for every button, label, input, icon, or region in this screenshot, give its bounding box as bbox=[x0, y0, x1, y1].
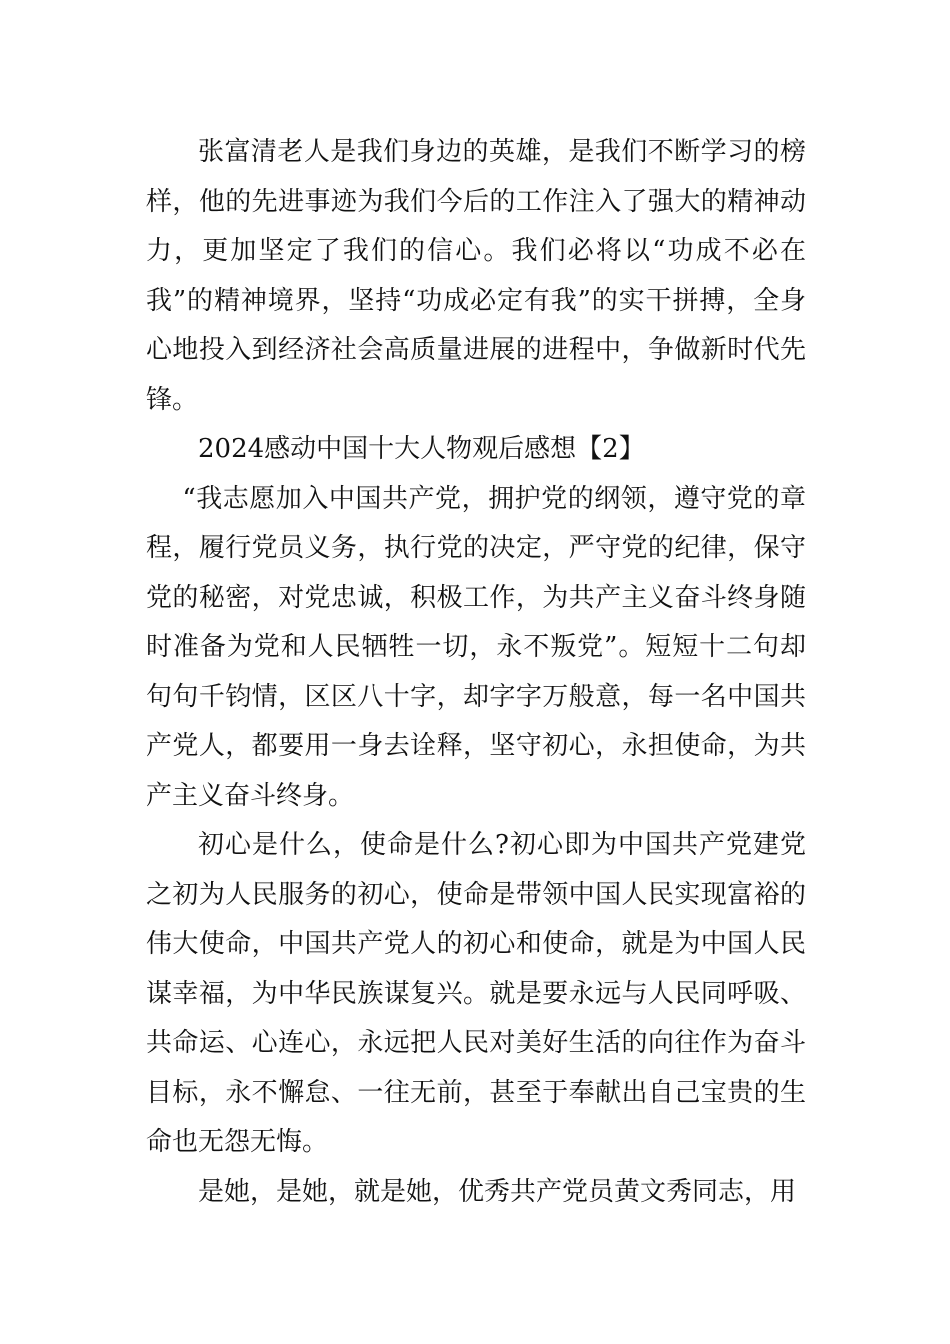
section-heading: 2024感动中国十大人物观后感想【2】 bbox=[198, 434, 645, 464]
paragraph-party-oath: “我志愿加入中国共产党，拥护党的纲领，遵守党的章程，履行党员义务，执行党的决定，严守党的纪律，保守党的秘密，对党忠诚，积极工作，为共产主义奋斗终身随时准备为党和人民牺牲一切，永不叛党”。短短十二句却句句千钧情，区区八十字，却字字万般意，每一名中国共产党人，都要用一身去诠释，坚守初心，永担使命，为共产主义奋斗终身。 bbox=[146, 483, 806, 811]
paragraph-huang-wenxiu: 是她，是她，就是她，优秀共产党员黄文秀同志，用 bbox=[198, 1176, 797, 1207]
paragraph-zhang-fuqing: 张富清老人是我们身边的英雄，是我们不断学习的榜样，他的先进事迹为我们今后的工作注入了强大的精神动力，更加坚定了我们的信心。我们必将以“功成不必在我”的精神境界，坚持“功成必定有我”的实干拼搏，全身心地投入到经济社会高质量进展的进程中，争做新时代先锋。 bbox=[146, 137, 806, 415]
document-body bbox=[146, 128, 806, 1217]
paragraph-original-aspiration: 初心是什么，使命是什么?初心即为中国共产党建党之初为人民服务的初心，使命是带领中国人民实现富裕的伟大使命，中国共产党人的初心和使命，就是为中国人民谋幸福，为中华民族谋复兴。就是要永远与人民同呼吸、共命运、心连心，永远把人民对美好生活的向往作为奋斗目标，永不懈怠、一往无前，甚至于奉献出自己宝贵的生命也无怨无悔。 bbox=[146, 830, 806, 1157]
